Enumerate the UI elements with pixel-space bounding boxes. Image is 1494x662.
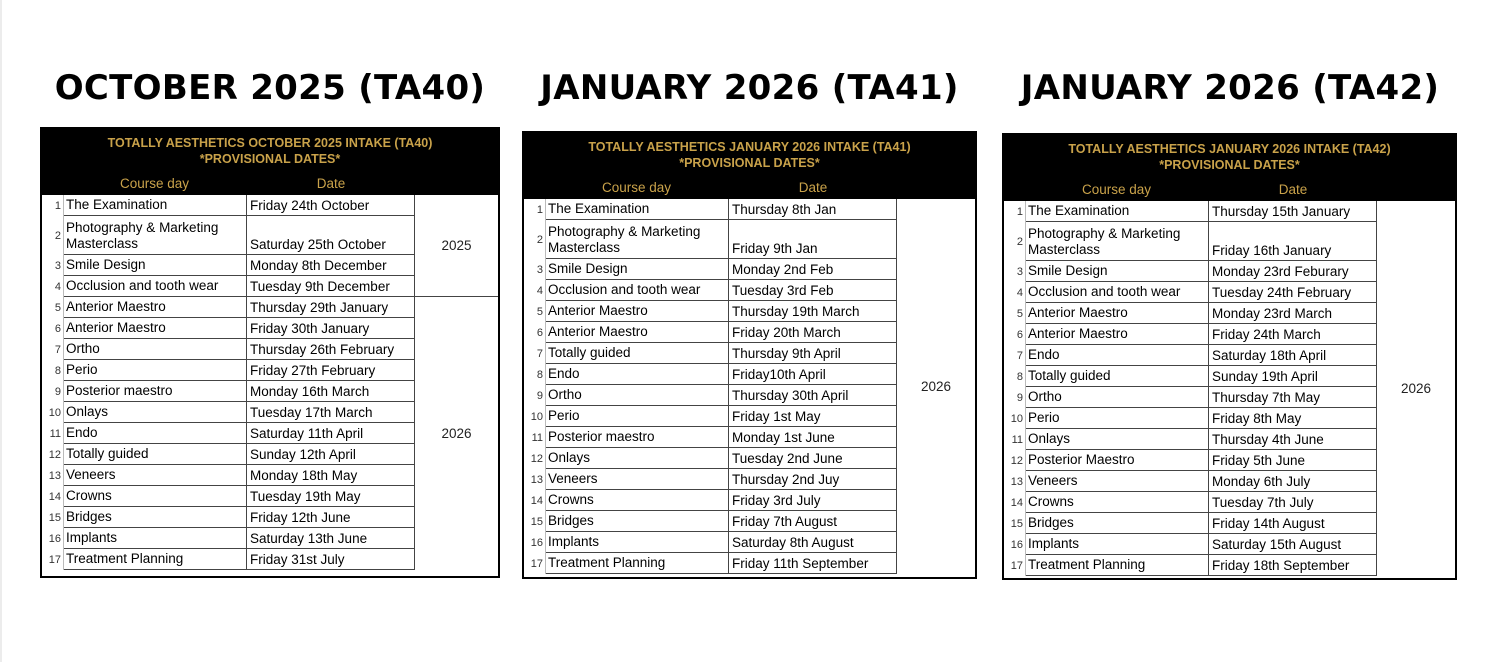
- course-day-cell: Endo: [1026, 345, 1209, 366]
- date-cell: Thursday 8th Jan: [729, 199, 897, 220]
- course-day-cell: Photography & Marketing Masterclass: [1026, 222, 1209, 261]
- left-edge-strip: [0, 0, 2, 662]
- date-cell: Friday 5th June: [1209, 450, 1377, 471]
- course-day-cell: Veneers: [64, 465, 247, 486]
- date-cell: Thursday 7th May: [1209, 387, 1377, 408]
- date-cell: Friday 16th January: [1209, 222, 1377, 261]
- course-day-cell: Bridges: [546, 511, 729, 532]
- banner-title: TOTALLY AESTHETICS JANUARY 2026 INTAKE (TA41): [588, 140, 911, 154]
- row-number: 14: [524, 490, 546, 511]
- date-header: Date: [316, 176, 346, 191]
- banner-subtitle: *PROVISIONAL DATES*: [679, 156, 820, 170]
- row-number: 17: [524, 553, 546, 574]
- row-number: 16: [1004, 534, 1026, 555]
- row-number: 7: [524, 343, 546, 364]
- year-cell: 2025: [415, 195, 498, 297]
- date-cell: Monday 18th May: [247, 465, 415, 486]
- course-day-cell: Crowns: [546, 490, 729, 511]
- intake-heading-ta40: OCTOBER 2025 (TA40): [54, 68, 486, 108]
- date-cell: Thursday 30th April: [729, 385, 897, 406]
- course-day-cell: Totally guided: [64, 444, 247, 465]
- row-number: 1: [1004, 201, 1026, 222]
- course-day-cell: Onlays: [546, 448, 729, 469]
- row-number: 1: [524, 199, 546, 220]
- row-number: 9: [524, 385, 546, 406]
- table-body: [1004, 201, 1455, 576]
- row-number: 12: [42, 444, 64, 465]
- date-cell: Monday 23rd Feburary: [1209, 261, 1377, 282]
- date-cell: Tuesday 19th May: [247, 486, 415, 507]
- row-number: 4: [1004, 282, 1026, 303]
- course-day-cell: Treatment Planning: [64, 549, 247, 570]
- row-number: 10: [42, 402, 64, 423]
- row-number: 10: [1004, 408, 1026, 429]
- banner-subtitle: *PROVISIONAL DATES*: [199, 152, 341, 166]
- row-number: 6: [1004, 324, 1026, 345]
- course-day-cell: The Examination: [1026, 201, 1209, 222]
- row-number: 15: [42, 507, 64, 528]
- course-day-cell: Ortho: [546, 385, 729, 406]
- row-number: 17: [1004, 555, 1026, 576]
- date-cell: Tuesday 24th February: [1209, 282, 1377, 303]
- date-cell: Monday 1st June: [729, 427, 897, 448]
- date-cell: Friday 7th August: [729, 511, 897, 532]
- row-number: 13: [1004, 471, 1026, 492]
- date-cell: Saturday 11th April: [247, 423, 415, 444]
- year-cell: 2026: [441, 426, 472, 441]
- date-cell: Friday 27th February: [247, 360, 415, 381]
- course-day-cell: Smile Design: [546, 259, 729, 280]
- course-day-cell: Endo: [64, 423, 247, 444]
- table-body: [42, 195, 498, 570]
- table-banner: [1004, 135, 1455, 179]
- date-cell: Friday 31st July: [247, 549, 415, 570]
- course-day-cell: Smile Design: [64, 255, 247, 276]
- banner-title: TOTALLY AESTHETICS OCTOBER 2025 INTAKE (TA40): [107, 136, 433, 150]
- date-cell: Saturday 13th June: [247, 528, 415, 549]
- table-banner: [42, 129, 498, 173]
- date-cell: Monday 23rd March: [1209, 303, 1377, 324]
- date-cell: Monday 2nd Feb: [729, 259, 897, 280]
- course-day-cell: Crowns: [1026, 492, 1209, 513]
- date-cell: Tuesday 9th December: [247, 276, 415, 297]
- course-day-cell: Posterior maestro: [64, 381, 247, 402]
- course-day-cell: Anterior Maestro: [64, 318, 247, 339]
- row-number: 4: [524, 280, 546, 301]
- row-number: 3: [524, 259, 546, 280]
- banner-subtitle: *PROVISIONAL DATES*: [1159, 158, 1300, 172]
- row-number: 2: [42, 216, 64, 255]
- date-cell: Monday 6th July: [1209, 471, 1377, 492]
- date-cell: Sunday 12th April: [247, 444, 415, 465]
- course-day-header: Course day: [119, 176, 190, 191]
- date-cell: Thursday 26th February: [247, 339, 415, 360]
- course-day-cell: Bridges: [1026, 513, 1209, 534]
- date-cell: Friday 3rd July: [729, 490, 897, 511]
- course-day-cell: Totally guided: [546, 343, 729, 364]
- date-cell: Saturday 18th April: [1209, 345, 1377, 366]
- table-body: [524, 199, 975, 574]
- row-number: 4: [42, 276, 64, 297]
- date-cell: Friday 8th May: [1209, 408, 1377, 429]
- date-cell: Saturday 25th October: [247, 216, 415, 255]
- schedule-table-ta40: [40, 127, 500, 578]
- date-cell: Friday 1st May: [729, 406, 897, 427]
- course-day-cell: Endo: [546, 364, 729, 385]
- date-cell: Thursday 9th April: [729, 343, 897, 364]
- row-number: 16: [524, 532, 546, 553]
- schedule-table-ta42: [1002, 133, 1457, 580]
- course-day-cell: Treatment Planning: [1026, 555, 1209, 576]
- course-day-cell: Photography & Marketing Masterclass: [64, 216, 247, 255]
- date-cell: Sunday 19th April: [1209, 366, 1377, 387]
- course-day-cell: Anterior Maestro: [546, 322, 729, 343]
- course-day-cell: Posterior maestro: [546, 427, 729, 448]
- date-cell: Friday 24th October: [247, 195, 415, 216]
- date-cell: Friday 18th September: [1209, 555, 1377, 576]
- date-cell: Monday 16th March: [247, 381, 415, 402]
- row-number: 3: [42, 255, 64, 276]
- row-number: 6: [524, 322, 546, 343]
- date-cell: Tuesday 2nd June: [729, 448, 897, 469]
- row-number: 13: [524, 469, 546, 490]
- date-cell: Tuesday 3rd Feb: [729, 280, 897, 301]
- date-cell: Thursday 15th January: [1209, 201, 1377, 222]
- date-cell: Friday 11th September: [729, 553, 897, 574]
- row-number: 11: [524, 427, 546, 448]
- course-day-cell: Photography & Marketing Masterclass: [546, 220, 729, 259]
- course-day-cell: Anterior Maestro: [546, 301, 729, 322]
- course-day-cell: Treatment Planning: [546, 553, 729, 574]
- course-day-cell: Ortho: [64, 339, 247, 360]
- row-number: 14: [1004, 492, 1026, 513]
- course-day-header: Course day: [601, 180, 672, 195]
- date-cell: Friday 9th Jan: [729, 220, 897, 259]
- date-cell: Thursday 4th June: [1209, 429, 1377, 450]
- course-day-cell: Veneers: [1026, 471, 1209, 492]
- course-day-cell: Perio: [64, 360, 247, 381]
- row-number: 5: [524, 301, 546, 322]
- course-day-cell: Totally guided: [1026, 366, 1209, 387]
- date-header: Date: [1278, 182, 1308, 197]
- row-number: 10: [524, 406, 546, 427]
- date-cell: Friday 14th August: [1209, 513, 1377, 534]
- intake-heading-ta42: JANUARY 2026 (TA42): [1020, 68, 1440, 108]
- row-number: 8: [42, 360, 64, 381]
- course-day-cell: Implants: [64, 528, 247, 549]
- date-cell: Thursday 29th January: [247, 297, 415, 318]
- date-cell: Monday 8th December: [247, 255, 415, 276]
- row-number: 2: [524, 220, 546, 259]
- course-day-cell: The Examination: [64, 195, 247, 216]
- course-day-cell: Perio: [1026, 408, 1209, 429]
- row-number: 8: [1004, 366, 1026, 387]
- course-day-cell: Crowns: [64, 486, 247, 507]
- course-day-cell: Occlusion and tooth wear: [1026, 282, 1209, 303]
- row-number: 5: [1004, 303, 1026, 324]
- date-cell: Friday 24th March: [1209, 324, 1377, 345]
- row-number: 7: [1004, 345, 1026, 366]
- date-cell: Friday 20th March: [729, 322, 897, 343]
- course-day-cell: Ortho: [1026, 387, 1209, 408]
- row-number: 11: [1004, 429, 1026, 450]
- row-number: 3: [1004, 261, 1026, 282]
- row-number: 5: [42, 297, 64, 318]
- date-cell: Tuesday 17th March: [247, 402, 415, 423]
- row-number: 2: [1004, 222, 1026, 261]
- table-banner: [524, 133, 975, 177]
- course-day-cell: Anterior Maestro: [1026, 324, 1209, 345]
- row-number: 12: [524, 448, 546, 469]
- row-number: 11: [42, 423, 64, 444]
- row-number: 9: [1004, 387, 1026, 408]
- course-day-cell: Implants: [1026, 534, 1209, 555]
- row-number: 13: [42, 465, 64, 486]
- course-day-cell: Onlays: [64, 402, 247, 423]
- schedule-table-ta41: [522, 131, 977, 579]
- row-number: 8: [524, 364, 546, 385]
- date-cell: Saturday 15th August: [1209, 534, 1377, 555]
- date-header: Date: [798, 180, 828, 195]
- course-day-cell: Veneers: [546, 469, 729, 490]
- row-number: 15: [1004, 513, 1026, 534]
- course-day-cell: Bridges: [64, 507, 247, 528]
- date-cell: Friday 12th June: [247, 507, 415, 528]
- year-cell: 2026: [1400, 381, 1432, 396]
- row-number: 15: [524, 511, 546, 532]
- date-cell: Friday10th April: [729, 364, 897, 385]
- row-number: 14: [42, 486, 64, 507]
- column-header-row: [42, 173, 498, 195]
- course-day-cell: Onlays: [1026, 429, 1209, 450]
- course-day-cell: Perio: [546, 406, 729, 427]
- date-cell: Thursday 2nd Juy: [729, 469, 897, 490]
- row-number: 12: [1004, 450, 1026, 471]
- course-day-cell: Implants: [546, 532, 729, 553]
- date-cell: Thursday 19th March: [729, 301, 897, 322]
- date-cell: Friday 30th January: [247, 318, 415, 339]
- banner-title: TOTALLY AESTHETICS JANUARY 2026 INTAKE (TA42): [1068, 142, 1391, 156]
- row-number: 6: [42, 318, 64, 339]
- intake-heading-ta41: JANUARY 2026 (TA41): [540, 68, 959, 108]
- row-number: 9: [42, 381, 64, 402]
- row-number: 17: [42, 549, 64, 570]
- course-day-cell: Occlusion and tooth wear: [64, 276, 247, 297]
- column-header-row: [524, 177, 975, 199]
- date-cell: Saturday 8th August: [729, 532, 897, 553]
- date-cell: Tuesday 7th July: [1209, 492, 1377, 513]
- row-number: 1: [42, 195, 64, 216]
- row-number: 16: [42, 528, 64, 549]
- course-day-cell: Posterior Maestro: [1026, 450, 1209, 471]
- course-day-cell: The Examination: [546, 199, 729, 220]
- course-day-cell: Anterior Maestro: [1026, 303, 1209, 324]
- course-day-header: Course day: [1081, 182, 1152, 197]
- row-number: 7: [42, 339, 64, 360]
- column-header-row: [1004, 179, 1455, 201]
- course-day-cell: Anterior Maestro: [64, 297, 247, 318]
- course-day-cell: Occlusion and tooth wear: [546, 280, 729, 301]
- course-day-cell: Smile Design: [1026, 261, 1209, 282]
- year-cell: 2026: [920, 379, 952, 394]
